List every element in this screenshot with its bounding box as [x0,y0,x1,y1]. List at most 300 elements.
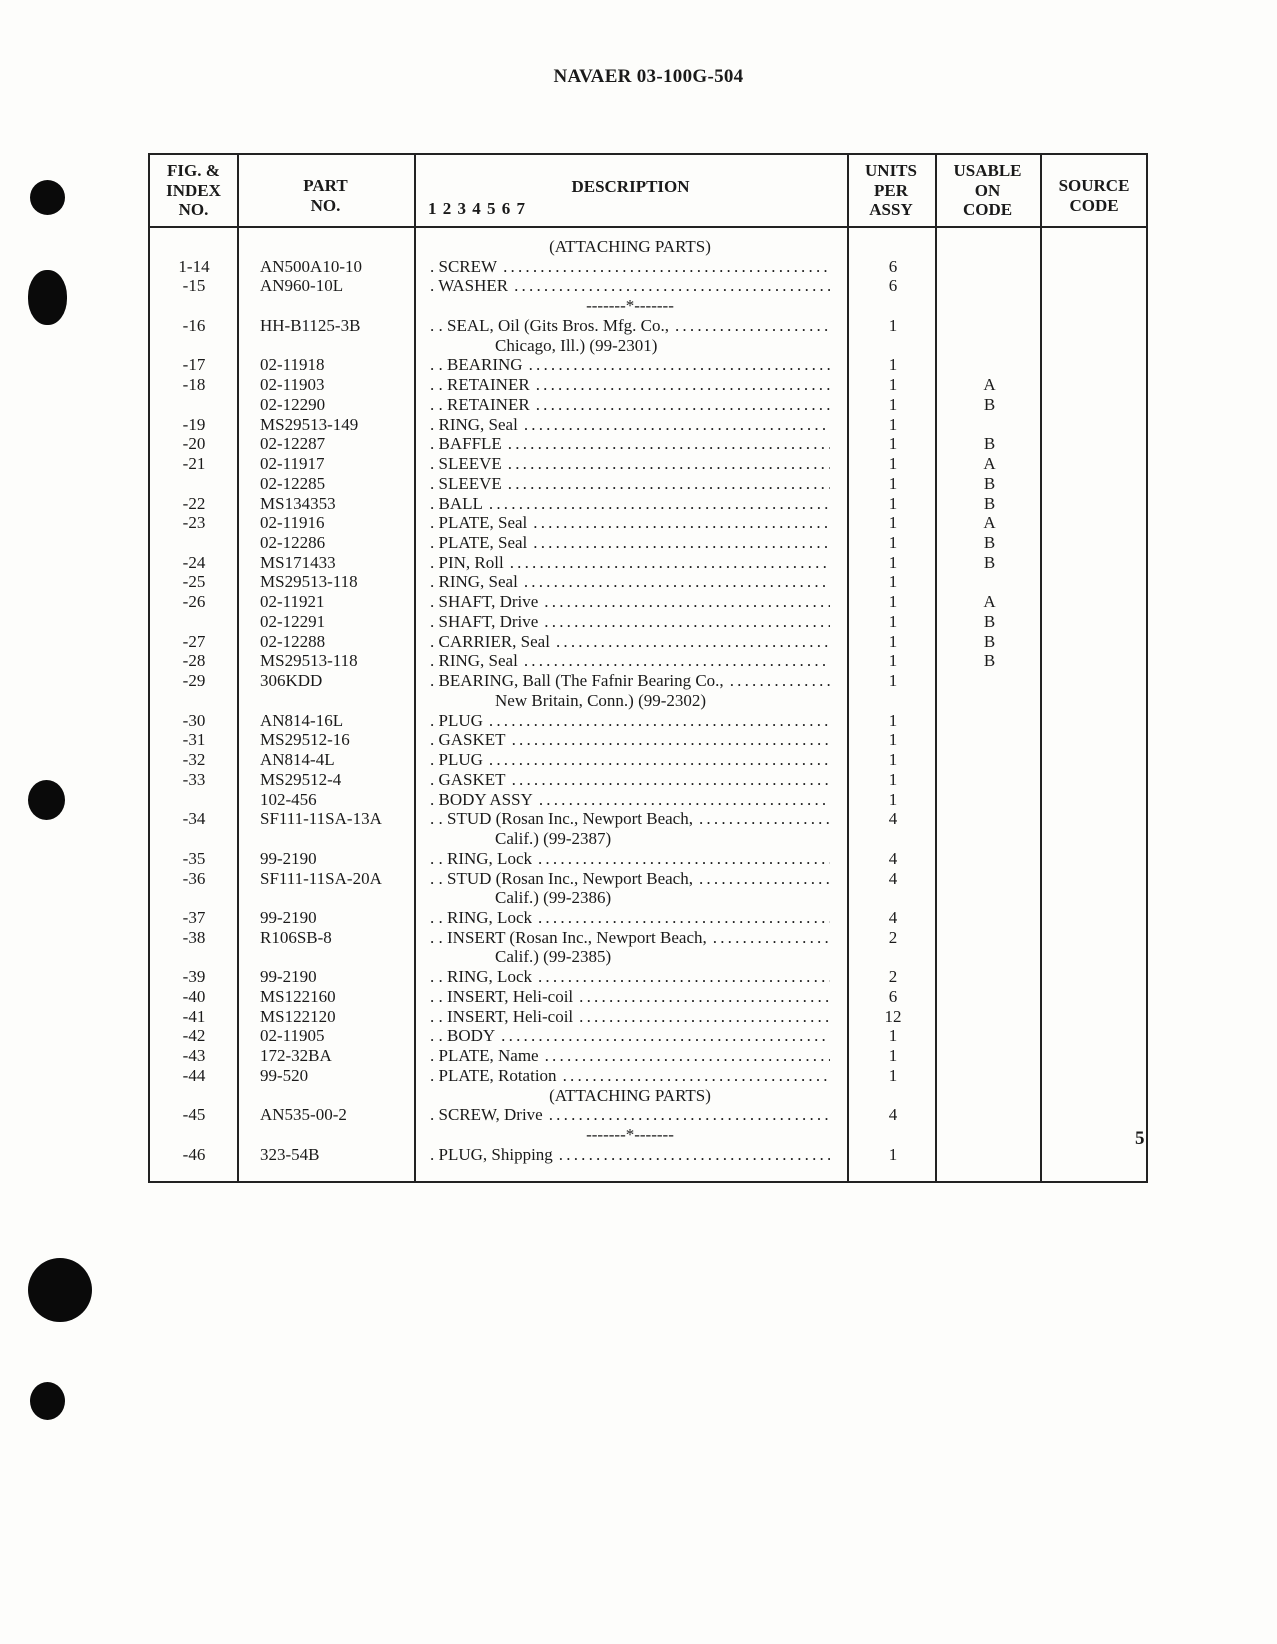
index-no: -22 [182,493,206,513]
description [430,1007,830,1027]
description [430,612,830,632]
description [430,928,830,948]
description-text: . PLUG, Shipping [430,1144,553,1164]
units-per-assy: 1 [888,592,898,612]
table-row [150,316,1146,336]
description [430,572,830,592]
table-row [150,474,1146,494]
usable-on-code: B [983,631,996,651]
units-per-assy: 12 [884,1006,902,1026]
table-row [150,415,1146,435]
leader-dots [533,533,830,553]
description-text: . . INSERT, Heli-coil [430,1006,574,1026]
part-no: 02-11918 [260,355,325,375]
description-text: . . RETAINER [430,375,530,395]
header-text: ON [974,180,1001,200]
description-text: . GASKET [430,769,506,789]
part-no: MS29513-118 [260,651,358,671]
units-per-assy: 1 [888,434,898,454]
description-text: . SLEEVE [430,454,502,474]
description-text: . . INSERT, Heli-coil [430,986,574,1006]
index-no: -25 [182,572,206,592]
table-row-continuation [150,888,1146,908]
part-no: 02-11905 [260,1026,325,1046]
table-row [150,355,1146,375]
header-text: INDEX [166,180,221,200]
description-text: . RING, Seal [430,572,518,592]
leader-dots [508,454,830,474]
description [430,651,830,671]
leader-dots [514,276,830,296]
document-title: NAVAER 03-100G-504 [553,66,744,87]
table-row [150,1066,1146,1086]
indent-levels: 1 2 3 4 5 6 7 [428,198,525,218]
description-text: . . RETAINER [430,394,530,414]
units-per-assy: 1 [888,631,898,651]
part-no: AN814-16L [260,710,344,730]
description [430,849,830,869]
description-text: . PLATE, Seal [430,513,528,533]
units-per-assy: 1 [888,750,898,770]
leader-dots [563,1066,830,1086]
index-no: -20 [182,434,206,454]
table-row [150,908,1146,928]
table-row [150,276,1146,296]
table-row [150,987,1146,1007]
section-heading: -------*------- [586,1125,674,1145]
table-row [150,711,1146,731]
description-text: . RING, Seal [430,414,518,434]
part-no: 02-12291 [260,611,326,631]
table-row-continuation [150,691,1146,711]
table-row-continuation [150,947,1146,967]
index-no: -41 [182,1006,206,1026]
leader-dots [536,395,830,415]
leader-dots [544,592,830,612]
part-no: 02-12287 [260,434,326,454]
description [430,711,830,731]
description [430,908,830,928]
part-no: 99-2190 [260,848,317,868]
part-no: SF111-11SA-13A [260,809,382,829]
part-no: 99-520 [260,1065,309,1085]
table-row [150,1026,1146,1046]
index-no: -33 [182,769,206,789]
description-text: . BALL [430,493,483,513]
description [430,730,830,750]
index-no: -39 [182,967,206,987]
header-description [414,155,847,226]
leader-dots [699,809,830,829]
leader-dots [524,415,830,435]
description-continuation: Calif.) (99-2386) [495,888,612,908]
table-row [150,1046,1146,1066]
units-per-assy: 1 [888,789,898,809]
part-no: 02-11903 [260,375,325,395]
binder-hole [30,180,65,215]
usable-on-code: B [983,533,996,553]
description-text: . CARRIER, Seal [430,631,550,651]
description [430,454,830,474]
units-per-assy: 6 [888,276,898,296]
leader-dots [549,1105,830,1125]
index-no: -32 [182,750,206,770]
table-row [150,572,1146,592]
units-per-assy: 1 [888,1046,898,1066]
leader-dots [524,651,830,671]
header-source-code [1040,155,1148,226]
description [430,1066,830,1086]
units-per-assy: 1 [888,611,898,631]
part-no: 02-12285 [260,473,326,493]
leader-dots [501,1026,830,1046]
table-row [150,494,1146,514]
binder-hole [28,270,67,325]
usable-on-code: A [983,375,996,395]
usable-on-code: A [983,513,996,533]
table-row [150,434,1146,454]
header-index [150,155,237,226]
units-per-assy: 1 [888,552,898,572]
units-per-assy: 1 [888,1144,898,1164]
description-text: . WASHER [430,276,509,296]
part-no: 99-2190 [260,907,317,927]
header-text: FIG. & [167,161,220,181]
table-row [150,513,1146,533]
units-per-assy: 1 [888,651,898,671]
leader-dots [512,770,830,790]
description [430,770,830,790]
units-per-assy: 1 [888,513,898,533]
units-per-assy: 1 [888,473,898,493]
part-no: 02-12288 [260,631,326,651]
units-per-assy: 2 [888,967,898,987]
units-per-assy: 1 [888,671,898,691]
usable-on-code: A [983,454,996,474]
table-row [150,651,1146,671]
table-row [150,612,1146,632]
description-continuation: New Britain, Conn.) (99-2302) [495,690,707,710]
part-no: MS29512-4 [260,769,342,789]
table-row-heading [150,237,1146,257]
part-no: 02-11917 [260,454,325,474]
usable-on-code: B [983,552,996,572]
table-row-continuation [150,336,1146,356]
index-no: -16 [182,315,206,335]
units-per-assy: 1 [888,572,898,592]
part-no: AN814-4L [260,750,335,770]
part-no: HH-B1125-3B [260,315,361,335]
description-text: . . BEARING [430,355,523,375]
table-row [150,671,1146,691]
description-text: . PLATE, Seal [430,533,528,553]
leader-dots [675,316,830,336]
units-per-assy: 4 [888,907,898,927]
index-no: -45 [182,1105,206,1125]
part-no: MS171433 [260,552,336,572]
header-text: SOURCE [1058,176,1130,195]
leader-dots [539,790,830,810]
index-no: -40 [182,986,206,1006]
header-text: PER [874,180,908,200]
units-per-assy: 1 [888,533,898,553]
description [430,809,830,829]
units-per-assy: 6 [888,256,898,276]
description-text: . PLATE, Name [430,1046,539,1066]
usable-on-code: B [983,394,996,414]
section-heading: (ATTACHING PARTS) [549,1085,711,1105]
description-text: . PLATE, Rotation [430,1065,557,1085]
description-text: . RING, Seal [430,651,518,671]
description-text: . . BODY [430,1026,496,1046]
table-row [150,849,1146,869]
index-no: -18 [182,375,206,395]
leader-dots [508,474,830,494]
description-text: . SLEEVE [430,473,502,493]
units-per-assy: 1 [888,730,898,750]
leader-dots [533,513,830,533]
units-per-assy: 1 [888,315,898,335]
part-no: MS29512-16 [260,730,350,750]
description [430,1145,830,1165]
description-text: . . SEAL, Oil (Gits Bros. Mfg. Co., [430,315,669,335]
header-divider [150,226,1146,228]
units-per-assy: 1 [888,1065,898,1085]
leader-dots [538,849,830,869]
description-text: . . RING, Lock [430,848,532,868]
index-no: -44 [182,1065,206,1085]
part-no: MS122120 [260,1006,336,1026]
description-text: . SHAFT, Drive [430,611,539,631]
table-row [150,454,1146,474]
part-no: 99-2190 [260,967,317,987]
leader-dots [730,671,830,691]
index-no: -27 [182,631,206,651]
description [430,750,830,770]
description [430,1105,830,1125]
leader-dots [489,711,830,731]
index-no: -23 [182,513,206,533]
index-no: -19 [182,414,206,434]
index-no: -42 [182,1026,206,1046]
leader-dots [529,355,830,375]
table-row [150,928,1146,948]
part-no: 02-11921 [260,592,325,612]
binder-hole [28,1258,92,1322]
part-no: R106SB-8 [260,927,332,947]
part-no: MS134353 [260,493,336,513]
leader-dots [489,750,830,770]
table-row-heading [150,296,1146,316]
index-no: 1-14 [178,256,210,276]
part-no: AN500A10-10 [260,256,362,276]
table-row [150,750,1146,770]
leader-dots [512,730,830,750]
index-no: -21 [182,454,206,474]
units-per-assy: 1 [888,414,898,434]
index-no: -30 [182,710,206,730]
leader-dots [538,908,830,928]
index-no: -35 [182,848,206,868]
index-no: -34 [182,809,206,829]
index-no: -43 [182,1046,206,1066]
index-no: -17 [182,355,206,375]
table-row-heading [150,1125,1146,1145]
leader-dots [489,494,830,514]
description [430,494,830,514]
table-row [150,395,1146,415]
header-text: CODE [962,200,1013,220]
usable-on-code: B [983,611,996,631]
section-heading: -------*------- [586,296,674,316]
part-no: 02-12290 [260,394,326,414]
parts-list-table [148,153,1148,1183]
leader-dots [713,928,830,948]
part-no: MS122160 [260,986,336,1006]
description-text: . . STUD (Rosan Inc., Newport Beach, [430,868,693,888]
usable-on-code: A [983,592,996,612]
table-row [150,790,1146,810]
description-text: . . RING, Lock [430,967,532,987]
description-text: . PLUG [430,710,483,730]
description [430,375,830,395]
description-continuation: Calif.) (99-2385) [495,947,612,967]
table-row [150,533,1146,553]
header-units [847,155,935,226]
description-text: . SHAFT, Drive [430,592,539,612]
usable-on-code: B [983,473,996,493]
table-row [150,632,1146,652]
header-usable-on-code [935,155,1040,226]
table-row [150,967,1146,987]
part-no: AN535-00-2 [260,1105,347,1125]
index-no: -24 [182,552,206,572]
units-per-assy: 1 [888,355,898,375]
units-per-assy: 1 [888,769,898,789]
description [430,671,830,691]
units-per-assy: 1 [888,375,898,395]
description [430,790,830,810]
part-no: 306KDD [260,671,323,691]
description-text: . SCREW [430,256,498,276]
description-text: . . STUD (Rosan Inc., Newport Beach, [430,809,693,829]
table-body [150,237,1146,1165]
index-no: -15 [182,276,206,296]
part-no: MS29513-149 [260,414,359,434]
header-text: ASSY [869,200,913,220]
table-row [150,869,1146,889]
units-per-assy: 1 [888,493,898,513]
table-row-continuation [150,829,1146,849]
description [430,553,830,573]
description [430,395,830,415]
header-text: CODE [1069,195,1119,215]
part-no: AN960-10L [260,276,344,296]
table-row [150,730,1146,750]
header-part-no [237,155,414,226]
index-no: -37 [182,907,206,927]
header-text: UNITS [865,161,917,181]
index-no: -26 [182,592,206,612]
units-per-assy: 4 [888,809,898,829]
description [430,316,830,336]
units-per-assy: 4 [888,1105,898,1125]
description [430,513,830,533]
units-per-assy: 1 [888,454,898,474]
leader-dots [536,375,830,395]
description [430,869,830,889]
table-row [150,1007,1146,1027]
leader-dots [508,434,830,454]
leader-dots [538,967,830,987]
header-text: USABLE [953,161,1022,181]
description-text: . GASKET [430,730,506,750]
binder-hole [28,780,65,820]
description [430,632,830,652]
table-row [150,1105,1146,1125]
index-no: -31 [182,730,206,750]
description [430,434,830,454]
part-no: 02-11916 [260,513,325,533]
description-text: . PLUG [430,750,483,770]
table-row-heading [150,1086,1146,1106]
leader-dots [524,572,830,592]
description [430,415,830,435]
units-per-assy: 1 [888,710,898,730]
table-row [150,553,1146,573]
description [430,474,830,494]
description-continuation: Chicago, Ill.) (99-2301) [495,335,658,355]
leader-dots [699,869,830,889]
description-text: . SCREW, Drive [430,1105,543,1125]
part-no: 02-12286 [260,533,326,553]
header-text: NO. [310,195,341,215]
part-no: 172-32BA [260,1046,332,1066]
description-text: . BODY ASSY [430,789,533,809]
table-row [150,770,1146,790]
description-text: . BEARING, Ball (The Fafnir Bearing Co., [430,671,724,691]
table-row [150,809,1146,829]
description [430,967,830,987]
leader-dots [579,987,830,1007]
units-per-assy: 4 [888,848,898,868]
table-row [150,592,1146,612]
units-per-assy: 4 [888,868,898,888]
table-row [150,257,1146,277]
part-no: 102-456 [260,789,317,809]
table-row [150,375,1146,395]
header-text: PART [303,176,348,195]
description-text: . BAFFLE [430,434,502,454]
units-per-assy: 2 [888,927,898,947]
usable-on-code: B [983,434,996,454]
part-no: SF111-11SA-20A [260,868,382,888]
description-text: . . RING, Lock [430,907,532,927]
page-number: 5 [1135,1128,1145,1149]
index-no: -46 [182,1144,206,1164]
leader-dots [556,632,830,652]
description [430,276,830,296]
leader-dots [510,553,830,573]
description [430,1026,830,1046]
usable-on-code: B [983,493,996,513]
index-no: -36 [182,868,206,888]
description-text: . . INSERT (Rosan Inc., Newport Beach, [430,927,707,947]
index-no: -28 [182,651,206,671]
leader-dots [559,1145,830,1165]
leader-dots [579,1007,830,1027]
leader-dots [544,612,830,632]
